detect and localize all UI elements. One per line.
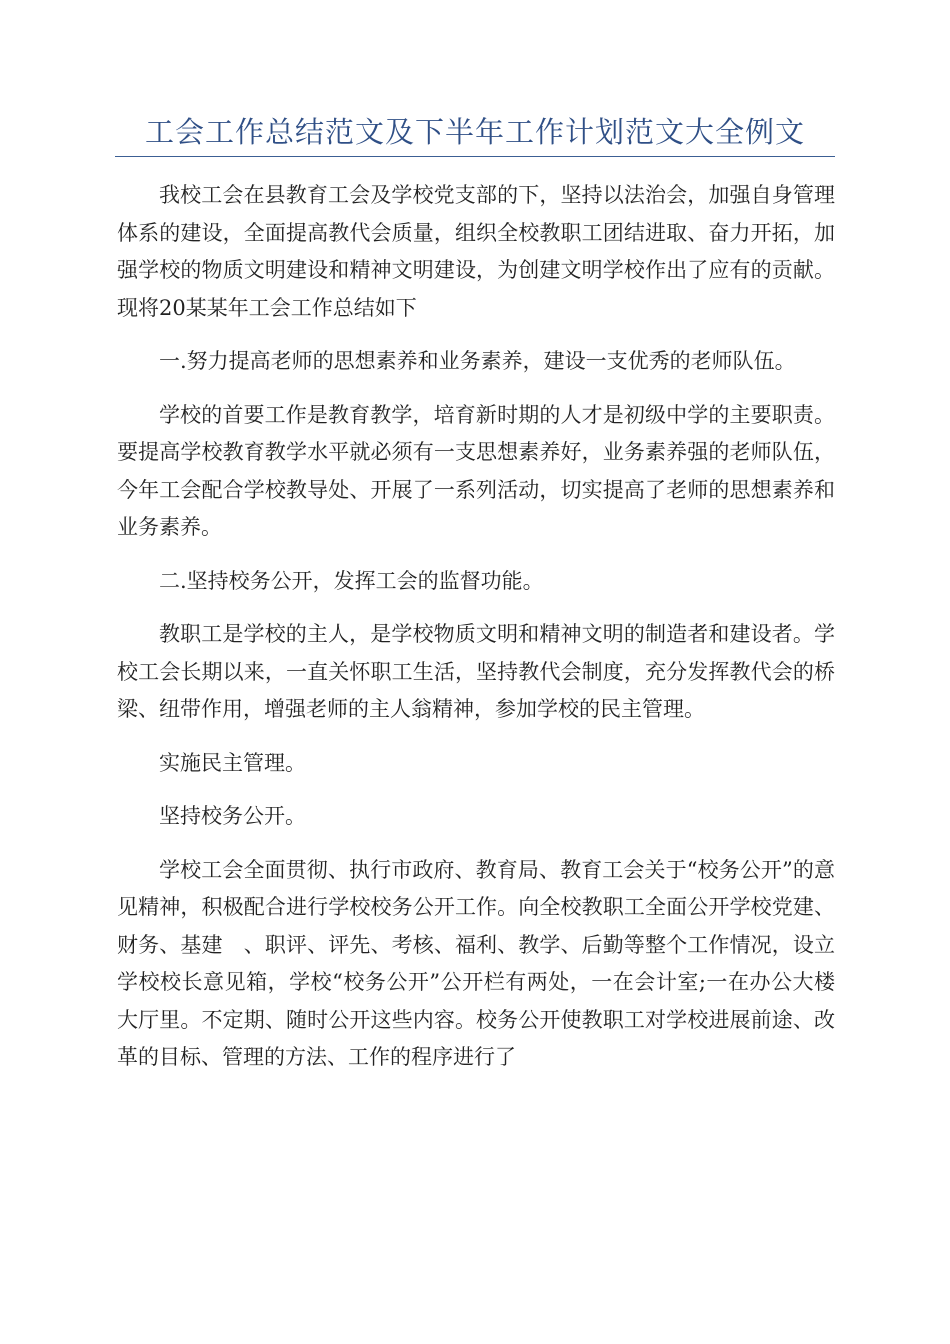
paragraph: 教职工是学校的主人，是学校物质文明和精神文明的制造者和建设者。学校工会长期以来，一直关怀职工生活，坚持教代会制度，充分发挥教代会的桥梁、纽带作用，增强老师的主人翁精神，参加学校的民主管理。 [117,622,835,721]
paragraph-intro: 我校工会在县教育工会及学校党支部的下，坚持以法治会，加强自身管理体系的建设，全面提高教代会质量，组织全校教职工团结进取、奋力开拓，加强学校的物质文明建设和精神文明建设，为创建文明学校作出了应有的贡献。现将20某某年工会工作总结如下 [117,183,835,320]
paragraph: 学校工会全面贯彻、执行市政府、教育局、教育工会关于“校务公开”的意见精神，积极配合进行学校校务公开工作。向全校教职工全面公开学校党建、财务、基建 、职评、评先、考核、福利、教学、后勤等整个工作情况，设立学校校长意见箱，学校“校务公开”公开栏有两处，一在会计室;一在办公大楼大厅里。不定期、随时公开这些内容。校务公开使教职工对学校进展前途、改革的目标、管理的方法、工作的程序进行了 [117,857,835,1069]
title-underline [115,112,835,157]
section-heading-1: 一.努力提高老师的思想素养和业务素养，建设一支优秀的老师队伍。 [159,349,796,373]
document-title: 工会工作总结范文及下半年工作计划范文大全例文 [144,115,805,149]
sub-heading: 实施民主管理。 [159,750,306,775]
document-body [117,177,835,1093]
section-heading-2: 二.坚持校务公开，发挥工会的监督功能。 [159,568,544,593]
paragraph: 学校的首要工作是教育教学，培育新时期的人才是初级中学的主要职责。要提高学校教育教学水平就必须有一支思想素养好，业务素养强的老师队伍，今年工会配合学校教导处、开展了一系列活动，切实提高了老师的思想素养和业务素养。 [117,402,835,539]
sub-heading: 坚持校务公开。 [159,804,306,828]
